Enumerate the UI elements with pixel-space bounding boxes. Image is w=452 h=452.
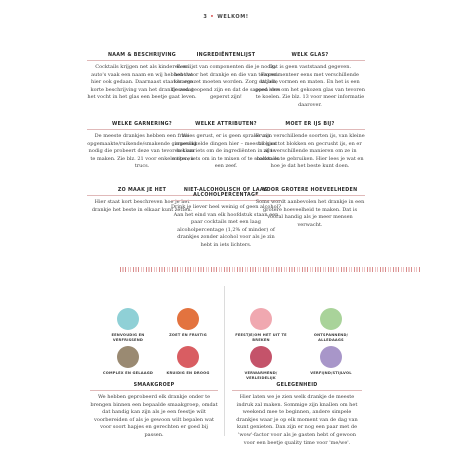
section-text: Soms wordt aanbevolen het drankje in een grotere hoeveelheid te maken. Dat is vooral handig als je meer mensen verwacht. (255, 199, 365, 228)
section-title: WELK GLAS? (255, 53, 365, 61)
section-text: We hebben geprobeerd elk drankje onder te brengen binnen een bepaalde smaakgroep, omdat dat handig kan zijn als je een feestje wilt voorbereiden of als je gewoon wilt bepalen wat voor soort hapjes en gerechten er goed bij passen. (90, 394, 218, 438)
color-circle (320, 308, 342, 330)
dot-label: ZOET EN FRUITIG (169, 333, 207, 337)
dot-verwarmend (231, 346, 291, 380)
section-text: Wees gerust, er is geen sprake van ingewikkelde dingen hier – meestal gaat het om iets om de ingrediënten in af te meten, iets om in te mixen of te shaken en een zeef. (172, 133, 280, 170)
section-gelegenheid (232, 383, 362, 447)
dot-complex (98, 346, 158, 376)
header-dot: • (210, 14, 215, 20)
section-text: Dat is geen vaststaand gegeven. Experimenteer eens met verschillende stijlen, vormen en maten. En het is een goed idee om het gekozen glas van tevoren te koelen. Zie blz. 13 voor meer informatie daarover. (255, 64, 365, 108)
color-circle (117, 346, 139, 368)
section-ijs (255, 122, 365, 171)
section-title: MOET ER IJS BIJ? (255, 122, 365, 130)
section-text: Drink je liever heel weinig of geen alcohol? Aan het eind van elk hoofdstuk staan een paar cocktails met een laag alcoholpercentage (1,2% of minder) of drankjes zonder alcohol voor als je zin hebt in iets lichters. (171, 204, 281, 248)
section-text: Er zijn verschillende soorten ijs, van kleine blokjes tot blokken en gecrusht ijs, en er zijn verschillende manieren om ze in cocktails te gebruiken. Hier lees je wat en hoe je dat het beste kunt doen. (255, 133, 365, 170)
section-hoeveelheden (255, 188, 365, 229)
section-title: WELKE ATTRIBUTEN? (171, 122, 281, 130)
page-title: WELKOM! (217, 14, 249, 20)
color-circle (117, 308, 139, 330)
dot-label: FEESTJE/OM HET UIT TE BREKEN (235, 333, 287, 342)
color-circle (250, 308, 272, 330)
dot-feestje (231, 308, 291, 342)
section-title: GELEGENHEID (232, 383, 362, 391)
section-smaakgroep (90, 383, 218, 440)
dot-label: KRUIDIG EN DROOG (166, 371, 210, 375)
section-title: NAAM & BESCHRIJVING (87, 53, 197, 61)
section-title: INGREDIËNTENLIJST (171, 53, 281, 61)
section-glas (255, 53, 365, 110)
color-circle (320, 346, 342, 368)
section-text: Cocktails krijgen net als kinderen en auto's vaak een naam en wij hebben dat hier ook gedaan. Daarnaast staat er een korte beschrijving van het drankje zodat het vocht in het glas een beetje gaat leven. (87, 64, 197, 101)
dot-zoet (158, 308, 218, 338)
page-header (0, 14, 452, 20)
column-divider (224, 286, 225, 436)
section-title: ZO MAAK JE HET (87, 188, 197, 196)
dot-label: EENVOUDIG EN VERFRISSEND (111, 333, 145, 342)
color-circle (177, 308, 199, 330)
decorative-stripe (120, 267, 420, 272)
section-title: NIET-ALCOHOLISCH OF LAAG ALCOHOLPERCENTAGE (171, 188, 281, 201)
section-title: SMAAKGROEP (90, 383, 218, 391)
color-circle (250, 346, 272, 368)
section-text: De meeste drankjes hebben een fraai opgemaakte/ruikende/smakende garnering nodig die probeert deze van tevoren klaar te maken. Zie blz. 21 voor enkele tips en trucs. (87, 133, 197, 170)
section-title: VOOR GROTERE HOEVEELHEDEN (255, 188, 365, 196)
section-text: Hier laten we je zien welk drankje de meeste indruk zal maken. Sommige zijn knallen om het weekend mee te beginnen, andere simpele drankjes waar je op elk moment van de dag van kunt genieten. Dan zijn er nog een paar met de 'wow'-factor voor als je gasten hebt of gewoon voor een beetje quality time voor 'me/we'. (236, 394, 358, 446)
dot-label: COMPLEX EN GELAAGD (102, 371, 154, 375)
dot-kruidig (158, 346, 218, 376)
color-circle (177, 346, 199, 368)
section-title: WELKE GARNERING? (87, 122, 197, 130)
dot-label: VERFIJND/STIJLVOL (310, 371, 352, 375)
dot-eenvoudig (98, 308, 158, 342)
section-text: Hier staat kort beschreven hoe je het drankje het beste in elkaar kunt zetten. (91, 199, 193, 213)
page-number: 3 (203, 14, 208, 20)
dot-label: ONTSPANNEND/ ALLEDAAGS (313, 333, 349, 342)
dot-ontspannend (301, 308, 361, 342)
dot-verfijnd (301, 346, 361, 376)
dot-label: VERWARMEND/ VERLEIDELIJK (244, 371, 278, 380)
section-text: Een lijst van componenten die je nodig hebt voor het drankje en die van tevoren klaargezet moeten worden. Zorg dat alle flessen geopend zijn en dat de sappen vers geperst zijn! (171, 64, 281, 101)
